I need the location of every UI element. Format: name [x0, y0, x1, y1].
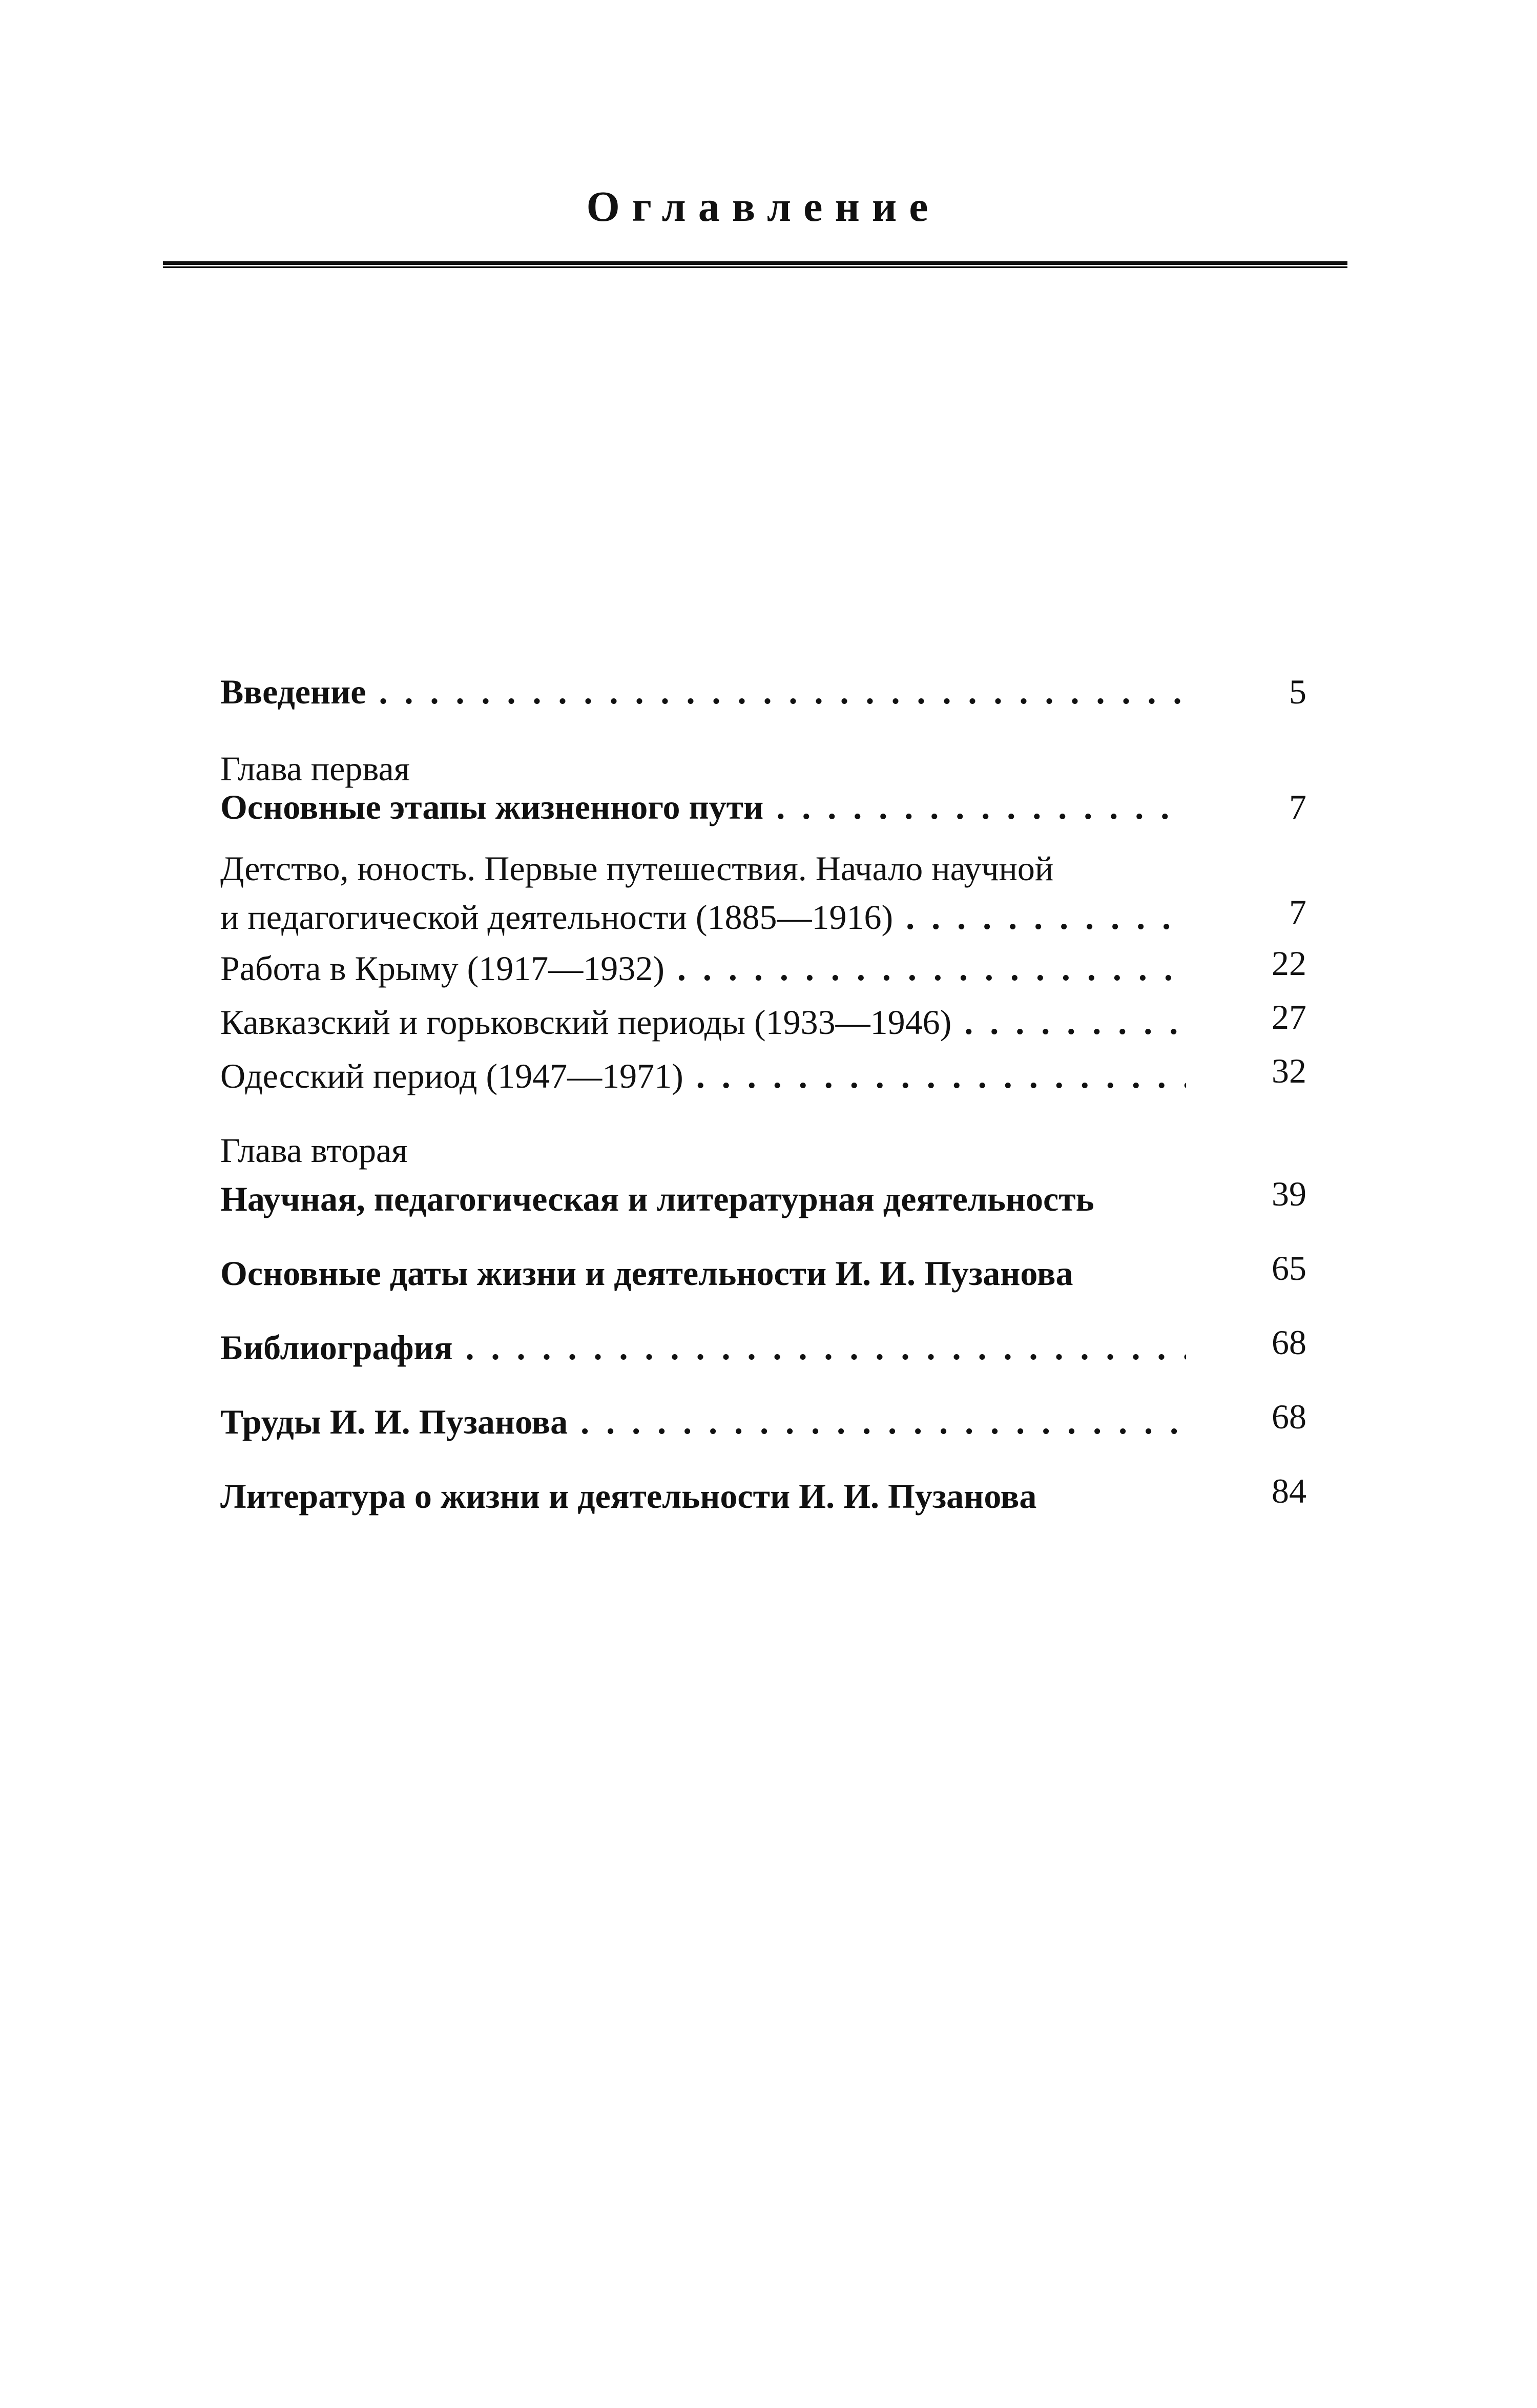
toc-page-number: 7: [1289, 787, 1306, 826]
toc-page-number: 27: [1272, 998, 1306, 1036]
toc-entry-odessa[interactable]: Одесский период (1947—1971) . . .: [220, 1053, 1186, 1099]
toc-page-number: 65: [1272, 1249, 1306, 1288]
toc-entry-literature-about[interactable]: Литература о жизни и деятельности И. И. Пузанова: [220, 1477, 1037, 1516]
toc-entry-key-dates[interactable]: Основные даты жизни и деятельности И. И. Пузанова: [220, 1254, 1073, 1293]
toc-entry-crimea[interactable]: Работа в Крыму (1917—1932) . . .: [220, 945, 1186, 991]
toc-entry-caucasus[interactable]: Кавказский и горьковский периоды (1933—1946) . . .: [220, 999, 1186, 1045]
toc-page-number: 5: [1289, 672, 1306, 711]
toc-entry-scientific-activity[interactable]: Научная, педагогическая и литературная деятельность: [220, 1179, 1094, 1218]
toc-page-number: 32: [1272, 1051, 1306, 1090]
page-title: Оглавление: [586, 183, 941, 231]
toc-page-number: 39: [1272, 1174, 1306, 1213]
chapter-heading-first: Глава первая: [220, 749, 410, 788]
toc-page-number: 84: [1272, 1471, 1306, 1510]
toc-page-number: 22: [1272, 944, 1306, 983]
toc-page-number: 68: [1272, 1323, 1306, 1362]
toc-entry-childhood-line2[interactable]: и педагогической деятельности (1885—1916) . . .: [220, 894, 1186, 940]
chapter-heading-second: Глава вторая: [220, 1131, 408, 1170]
toc-page-number: 68: [1272, 1397, 1306, 1436]
toc-entry-childhood-line1[interactable]: Детство, юность. Первые путешествия. Начало научной: [220, 849, 1054, 888]
toc-entry-bibliography[interactable]: Библиография . . .: [220, 1324, 1186, 1371]
toc-entry-introduction[interactable]: Введение . . .: [220, 669, 1186, 715]
table-of-contents: [220, 0, 1306, 2408]
toc-page-number: 7: [1289, 892, 1306, 931]
toc-entry-life-stages[interactable]: Основные этапы жизненного пути . . .: [220, 784, 1186, 830]
toc-entry-works[interactable]: Труды И. И. Пузанова . . .: [220, 1399, 1186, 1445]
